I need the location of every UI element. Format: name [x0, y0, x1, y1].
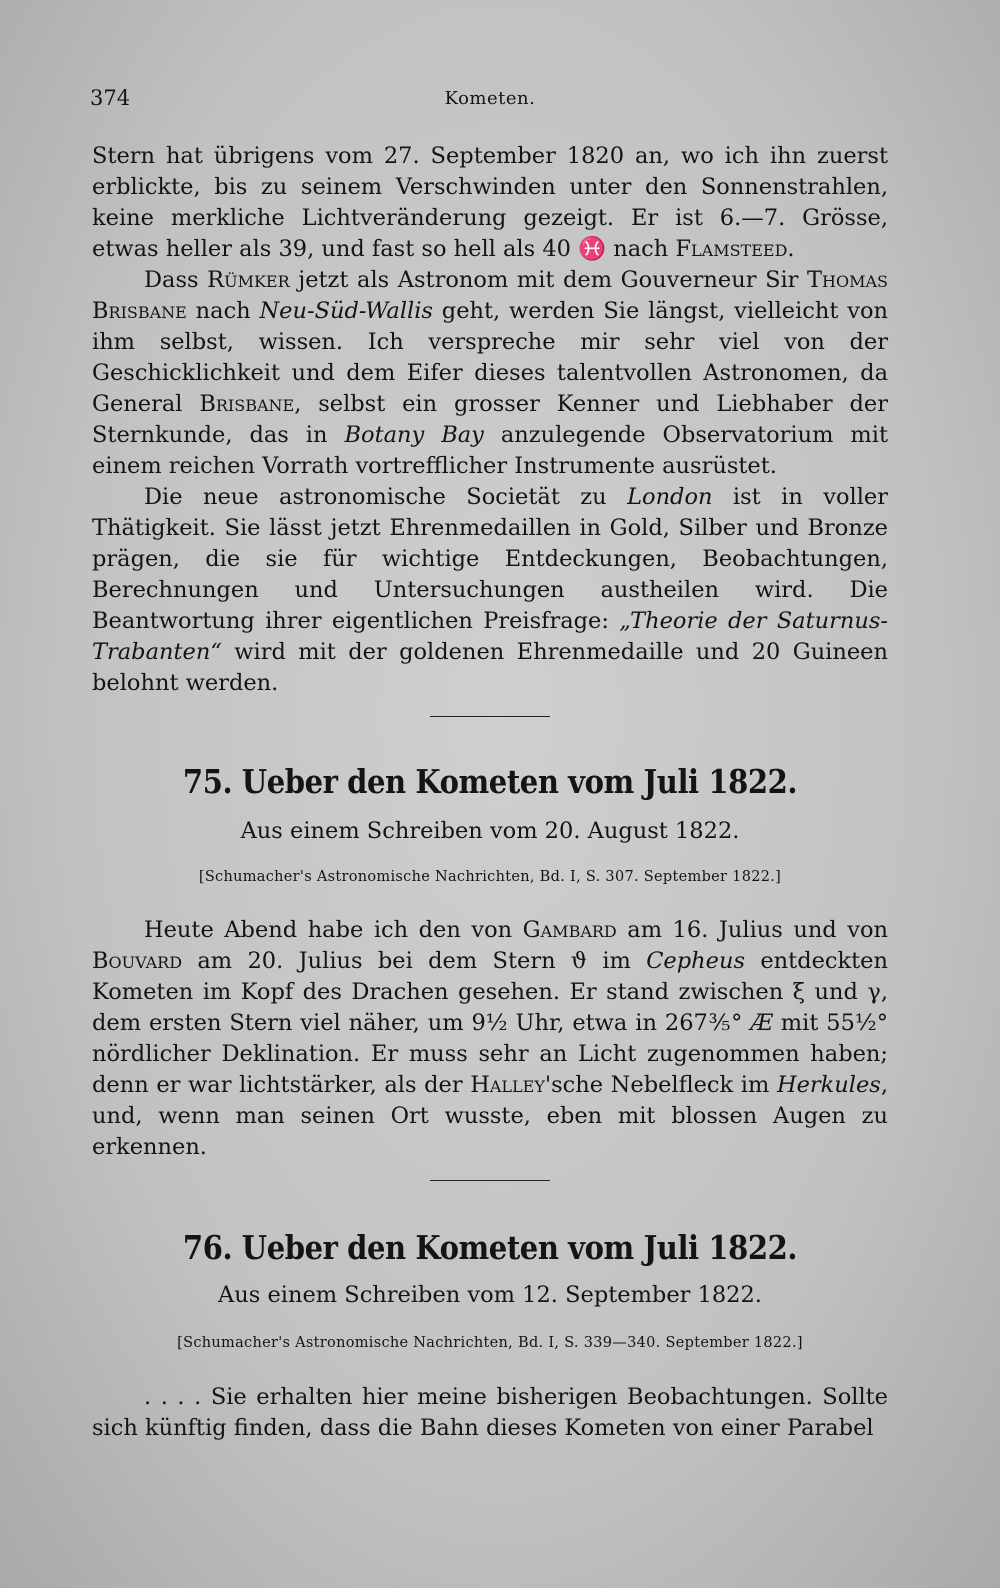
- place-london: London: [627, 484, 713, 510]
- section-75-paragraph: Heute Abend habe ich den von Gambard am 16. Julius und von Bouvard am 20. Julius bei dem Stern ϑ im Cepheus entdeckten Kometen im Kopf des Drachen gesehen. Er stand zwischen ξ und γ, dem ersten Stern viel näher, um 9½ Uhr, etwa in 267⅗° Æ mit 55½° nördlicher Deklination. Er muss sehr an Licht zugenommen haben; denn er war lichtstärker, als der Halley'sche Nebelfleck im Herkules, und, wenn man seinen Ort wusste, eben mit blossen Augen zu erkennen.: [92, 917, 888, 1160]
- running-title: Kometen.: [444, 88, 536, 109]
- name-bouvard: Bouvard: [92, 948, 183, 974]
- section-75-source: [Schumacher's Astronomische Nachrichten, Bd. I, S. 307. September 1822.]: [198, 869, 782, 885]
- intro-text: [92, 141, 888, 699]
- section-76-paragraph: . . . . Sie erhalten hier meine bisherigen Beobachtungen. Sollte sich künftig finden, dass die Bahn dieses Kometen von einer Parabel: [92, 1384, 888, 1441]
- name-ruemker: Rümker: [207, 267, 290, 293]
- section-76-heading: 76. Ueber den Kometen vom Juli 1822.: [182, 1228, 798, 1267]
- name-halley: Halley: [470, 1072, 545, 1098]
- constellation-cepheus: Cepheus: [646, 948, 745, 974]
- page-header: [90, 86, 890, 116]
- prize-question-title: „Theorie der Saturnus-Trabanten“: [92, 608, 888, 665]
- name-flamsteed: Flamsteed: [675, 236, 788, 262]
- page-number: 374: [90, 86, 131, 110]
- section-divider: [430, 1180, 550, 1181]
- name-brisbane: Brisbane: [199, 391, 295, 417]
- section-76-source: [Schumacher's Astronomische Nachrichten, Bd. I, S. 339—340. September 1822.]: [177, 1335, 803, 1351]
- section-divider: [430, 716, 550, 717]
- section-76-subtitle: Aus einem Schreiben vom 12. September 1822.: [218, 1282, 762, 1308]
- place-botany-bay: Botany Bay: [344, 422, 484, 448]
- section-75-text: [92, 915, 888, 1163]
- intro-paragraph-3: Die neue astronomische Societät zu London ist in voller Thätigkeit. Sie lässt jetzt Ehrenmedaillen in Gold, Silber und Bronze prägen, die sie für wichtige Entdeckungen, Beobachtungen, Berechnungen und Untersuchungen austheilen wird. Die Beantwortung ihrer eigentlichen Preisfrage: „Theorie der Saturnus-Trabanten“ wird mit der goldenen Ehrenmedaille und 20 Guineen belohnt werden.: [92, 484, 888, 696]
- place-neu-sued-wallis: Neu-Süd-Wallis: [259, 298, 433, 324]
- right-ascension-symbol: Æ: [750, 1010, 773, 1036]
- intro-paragraph-1: Stern hat übrigens vom 27. September 1820 an, wo ich ihn zuerst erblickte, bis zu seinem Verschwinden unter den Sonnenstrahlen, keine merkliche Lichtveränderung gezeigt. Er ist 6.—7. Grösse, etwas heller als 39, und fast so hell als 40 ♓ nach Flamsteed.: [92, 143, 888, 262]
- section-75-subtitle: Aus einem Schreiben vom 20. August 1822.: [240, 818, 740, 844]
- section-76-text: [92, 1382, 888, 1444]
- section-75-heading: 75. Ueber den Kometen vom Juli 1822.: [182, 762, 798, 801]
- name-thomas-brisbane: Thomas Brisbane: [92, 267, 888, 324]
- name-gambard: Gambard: [522, 917, 617, 943]
- constellation-herkules: Herkules: [776, 1072, 881, 1098]
- intro-paragraph-2: Dass Rümker jetzt als Astronom mit dem Gouverneur Sir Thomas Brisbane nach Neu-Süd-Wallis geht, werden Sie längst, vielleicht von ihm selbst, wissen. Ich verspreche mir sehr viel von der Geschicklichkeit und dem Eifer dieses talentvollen Astronomen, da General Brisbane, selbst ein grosser Kenner und Liebhaber der Sternkunde, das in Botany Bay anzulegende Observatorium mit einem reichen Vorrath vortrefflicher Instrumente ausrüstet.: [92, 267, 888, 479]
